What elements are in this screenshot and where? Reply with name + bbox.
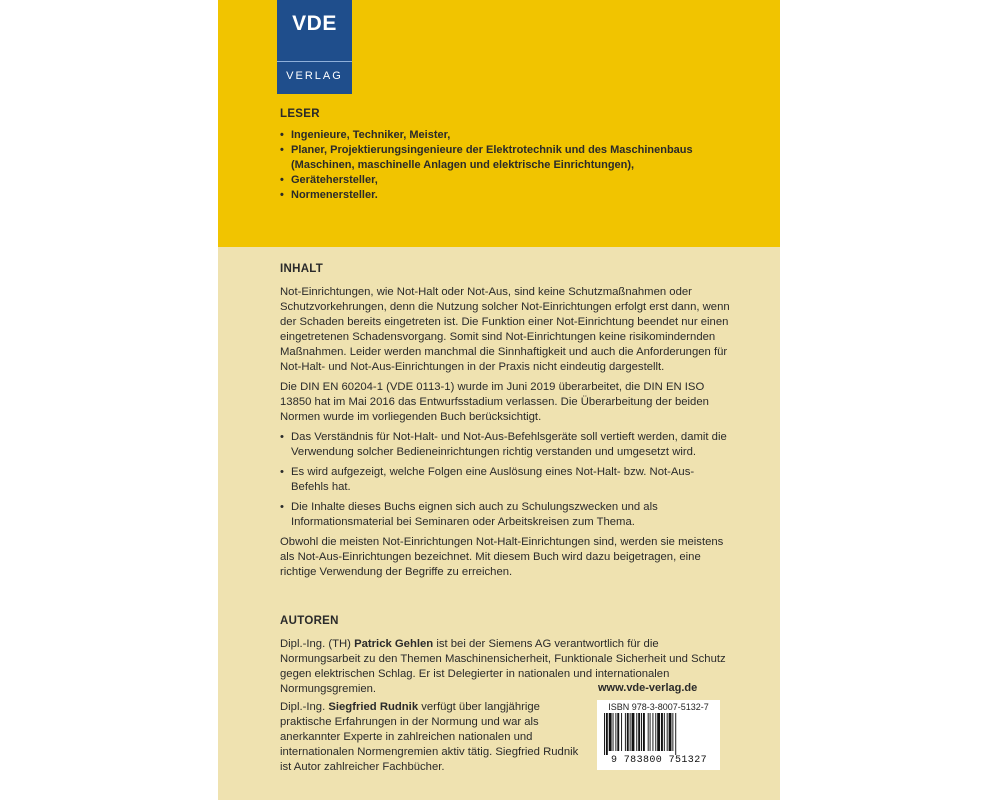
isbn-barcode-box (597, 700, 720, 770)
inhalt-section (280, 262, 730, 585)
isbn-number: ISBN 978-3-8007-5132-7 (608, 702, 709, 712)
barcode-bar (615, 713, 616, 751)
barcode-bar (625, 713, 626, 751)
barcode-bar (606, 713, 608, 755)
list-item: • Das Verständnis für Not-Halt- und Not-Aus-Befehlsgeräte soll vertieft werden, damit die Verwendung solcher Bedieneinrichtungen richtig verstanden und umgesetzt wird. (280, 430, 730, 460)
barcode-bar (632, 713, 635, 751)
list-item: • Normenersteller. (280, 188, 750, 203)
list-item: • Es wird aufgezeigt, welche Folgen eine Auslösung eines Not-Halt- bzw. Not-Aus-Befehls hat. (280, 465, 730, 495)
barcode-bar (609, 713, 612, 751)
author-2-text: verfügt über langjährige praktische Erfahrungen in der Normung und war als anerkannter Experte in zahlreichen nationalen und internationalen Normengremien aktiv tätig. Siegfried Rudnik ist Autor zahlreicher Fachbücher. (280, 701, 579, 773)
barcode-bar (664, 713, 665, 751)
logo-divider (277, 61, 352, 62)
inhalt-paragraph-1: Not-Einrichtungen, wie Not-Halt oder Not-Aus, sind keine Schutzmaßnahmen oder Schutzvorkehrungen, denn die Nutzung solcher Not-Einrichtungen erfolgt erst dann, wenn der Schaden bereits eingetreten ist. Die Funktion einer Not-Einrichtung beendet nur einen eingetretenen Schadensvorgang. Somit sind Not-Einrichtungen keine risikomindernden Maßnahmen. Leider werden manchmal die Sinnhaftigkeit und auch die Anforderungen für Not-Halt- und Not-Aus-Einrichtungen in der Praxis nicht eindeutig dargestellt. (280, 286, 730, 373)
list-item: • Ingenieure, Techniker, Meister, (280, 128, 750, 143)
author-1-prefix: Dipl.-Ing. (TH) (280, 638, 355, 650)
barcode-bar (636, 713, 637, 751)
barcode-bar (672, 713, 673, 751)
barcode-bar (648, 713, 649, 751)
barcode-bar (630, 713, 631, 751)
inhalt-title: INHALT (280, 263, 324, 275)
list-item: • Die Inhalte dieses Buchs eignen sich auch zu Schulungszwecken und als Informationsmaterial bei Seminaren oder Arbeitskreisen zum Thema. (280, 500, 730, 530)
leser-title: LESER (280, 108, 320, 120)
logo-sub: VERLAG (286, 70, 343, 82)
barcode-bar (617, 713, 619, 751)
list-item: • Planer, Projektierungsingenieure der Elektrotechnik und des Maschinenbaus (Maschinen, maschinelle Anlagen und elektrische Einrichtungen), (280, 143, 750, 173)
author-1-name: Patrick Gehlen (354, 638, 434, 650)
barcode-bar (643, 713, 645, 751)
logo-brand: VDE (292, 12, 337, 35)
barcode-bar (604, 713, 605, 755)
book-back-cover (218, 0, 780, 800)
leser-list (280, 128, 750, 203)
barcode-bar (641, 713, 642, 751)
author-1-text: ist bei der Siemens AG verantwortlich für die Normungsarbeit zu den Themen Maschinensicherheit, Funktionale Sicherheit und Schutz gegen elektrischen Schlag. Er ist Delegierter in nationalen und internationalen Normungsgremien. (280, 638, 726, 695)
barcode-bar (661, 713, 663, 751)
inhalt-paragraph-2: Die DIN EN 60204-1 (VDE 0113-1) wurde im Juni 2019 überarbeitet, die DIN EN ISO 13850 hat im Mai 2016 das Entwurfsstadium verlassen. Die Überarbeitung der beiden Normen wurde im vorliegenden Buch berücksichtigt. (280, 381, 709, 423)
inhalt-list (280, 430, 730, 530)
vde-verlag-logo (277, 0, 352, 94)
barcode-bar (621, 713, 622, 751)
barcode-bar (655, 713, 656, 751)
barcode-bar (627, 713, 629, 751)
website-url: www.vde-verlag.de (598, 682, 698, 694)
barcode-bar (667, 713, 668, 751)
barcode-bar (657, 713, 660, 751)
author-2-prefix: Dipl.-Ing. (280, 701, 329, 713)
author-2-name: Siegfried Rudnik (328, 701, 419, 713)
leser-section (280, 107, 750, 203)
ean-digits: 9 783800 751327 (610, 755, 707, 766)
barcode-icon (601, 713, 716, 755)
barcode-bar (652, 713, 653, 751)
list-item: • Gerätehersteller, (280, 173, 750, 188)
barcode-bar (675, 713, 676, 755)
author-2-bio (280, 700, 580, 775)
barcode-bar (638, 713, 640, 751)
autoren-title: AUTOREN (280, 615, 339, 627)
barcode-bar (650, 713, 651, 751)
barcode-bar (669, 713, 672, 751)
barcode-bar (613, 713, 614, 751)
inhalt-paragraph-3: Obwohl die meisten Not-Einrichtungen Not-Halt-Einrichtungen sind, werden sie meistens als Not-Aus-Einrichtungen bezeichnet. Mit diesem Buch wird dazu beigetragen, eine richtige Verwendung der Begriffe zu erreichen. (280, 536, 724, 578)
